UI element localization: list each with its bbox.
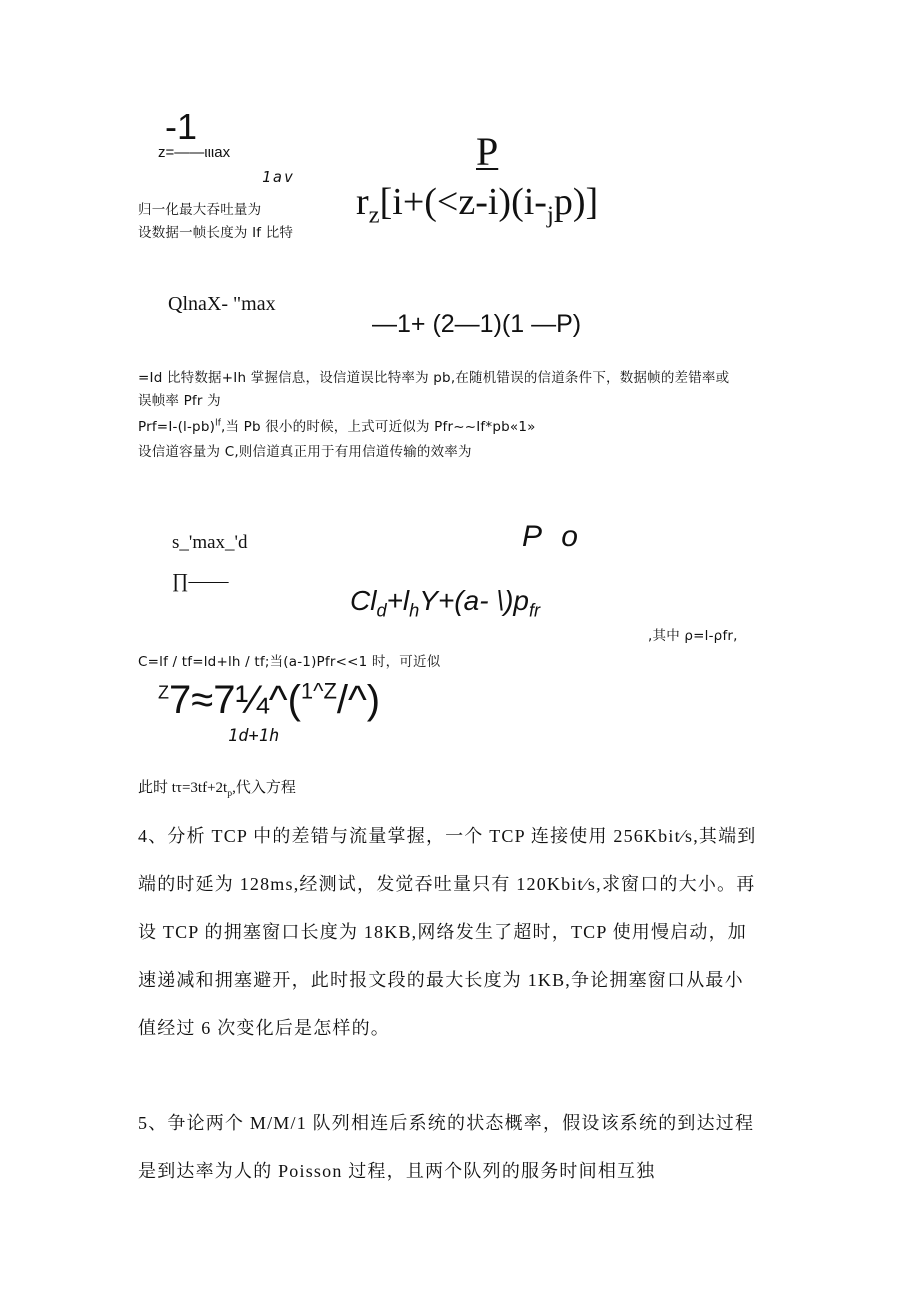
formula-qmax: QlnaX- "max — [168, 293, 276, 315]
formula-z-expression: z=——ιιιax — [158, 144, 231, 161]
question-4-line1: 4、分析 TCP 中的差错与流量掌握，一个 TCP 连接使用 256Kbit⁄s,其端到 — [138, 826, 757, 846]
question-5-line2: 是到达率为人的 Poisson 过程，且两个队列的服务时间相互独 — [138, 1161, 656, 1181]
text-normalized-throughput: 归一化最大吞吐量为 — [138, 202, 262, 218]
formula-rho-numerator: P — [476, 129, 499, 174]
formula-approx: $^Z$7≈7¼^($^{1\^{}Z}$/^) — [158, 678, 381, 722]
text-where-rho: ,其中 ρ=l-ρfr, — [648, 628, 738, 644]
text-frame-length: 设数据一帧长度为 If 比特 — [138, 225, 294, 241]
text-c-definition: C=lf / tf=ld+lh / tf;当(a-1)Pfr<<1 时，可近似 — [138, 654, 441, 670]
question-4-line5: 值经过 6 次变化后是怎样的。 — [138, 1018, 390, 1038]
text-pfr-formula: $Prf=I-(l-pb)^{lf}$,当 Pb 很小的时候，上式可近似为 Pfr~~If*pb«1» — [138, 418, 536, 435]
formula-z-numerator: -1 — [165, 106, 198, 147]
text-bit-error-line1: =Id 比特数据+Ih 掌握信息，设信道误比特率为 pb,在随机错误的信道条件下，数据帧的差错率或 — [138, 370, 730, 386]
question-4-line2: 端的时延为 128ms,经测试，发觉吞吐量只有 120Kbit⁄s,求窗口的大小。再 — [138, 874, 756, 894]
text-bit-error-line2: 误帧率 Pfr 为 — [138, 393, 221, 409]
formula-approx-subscript: 1d+1h — [228, 726, 280, 746]
formula-s-denominator: $Cl_d+l_hY+(a-$ $\backslash)p_{fr}$ — [350, 585, 541, 621]
question-4-line4: 速递减和拥塞避开，此时报文段的最大长度为 1KB,争论拥塞窗口从最小 — [138, 970, 744, 990]
formula-denominator-expanded: —1+ (2—1)(1 —P) — [372, 310, 582, 338]
question-4-line3: 设 TCP 的拥塞窗口长度为 18KB,网络发生了超时，TCP 使用慢启动，加 — [138, 922, 747, 942]
text-channel-efficiency: 设信道容量为 C,则信道真正用于有用信道传输的效率为 — [138, 444, 472, 460]
formula-z-subscript: 1av — [262, 168, 296, 186]
formula-rho-denominator: $r_z[i+(<z-i)(i-_jp)]$ — [356, 181, 599, 229]
formula-s-fraction-bar: ∏—— — [172, 570, 229, 592]
text-tau-equation: 此时 $t\tau=3tf+2t_p$,代入方程 — [138, 780, 296, 799]
formula-s-numerator: P o — [522, 520, 584, 553]
formula-s-max: s_'max_'d — [172, 532, 248, 553]
question-5-line1: 5、争论两个 M/M/1 队列相连后系统的状态概率，假设该系统的到达过程 — [138, 1113, 755, 1133]
